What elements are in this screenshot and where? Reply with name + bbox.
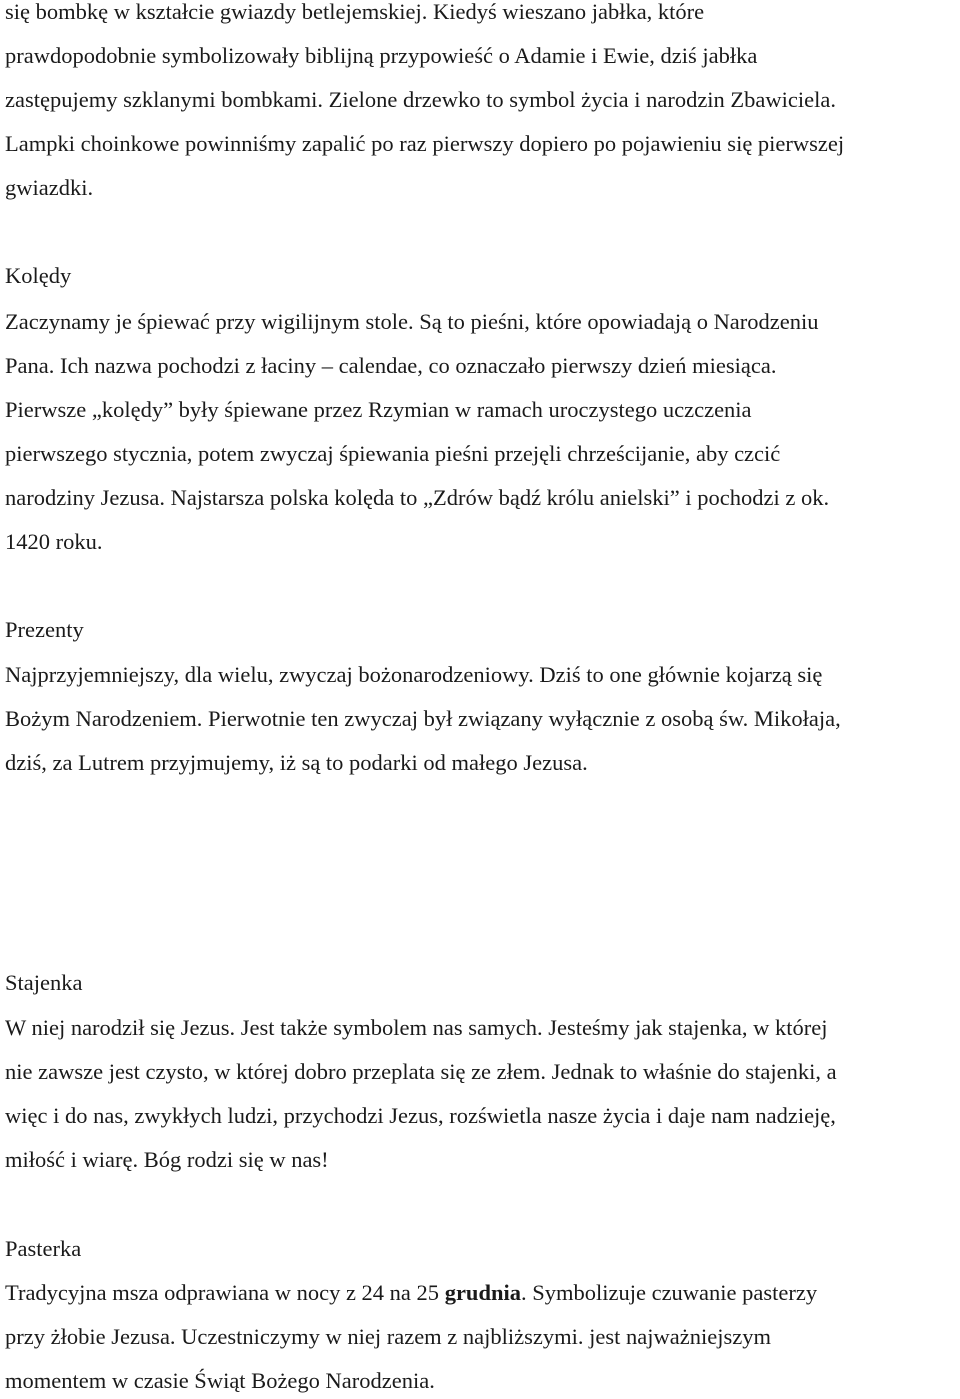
pasterka-line-3: momentem w czasie Świąt Bożego Narodzenia. <box>5 1368 435 1393</box>
pasterka-bold-word: grudnia <box>444 1280 521 1305</box>
koledy-line-4: pierwszego stycznia, potem zwyczaj śpiewania pieśni przejęli chrześcijanie, aby czcić <box>5 441 781 466</box>
prezenty-line-1: Najprzyjemniejszy, dla wielu, zwyczaj bożonarodzeniowy. Dziś to one głównie kojarzą się <box>5 662 823 687</box>
prezenty-line-2: Bożym Narodzeniem. Pierwotnie ten zwyczaj był związany wyłącznie z osobą św. Mikołaja, <box>5 706 841 731</box>
section-heading-pasterka: Pasterka <box>5 1236 82 1261</box>
pasterka-line-1-text: Tradycyjna msza odprawiana w nocy z 24 na 25 <box>5 1280 445 1305</box>
intro-line-4: Lampki choinkowe powinniśmy zapalić po raz pierwszy dopiero po pojawieniu się pierwszej <box>5 131 845 156</box>
stajenka-line-4: miłość i wiarę. Bóg rodzi się w nas! <box>5 1147 329 1172</box>
intro-line-1: się bombkę w kształcie gwiazdy betlejemskiej. Kiedyś wieszano jabłka, które <box>5 0 705 24</box>
intro-line-5: gwiazdki. <box>5 175 94 200</box>
intro-line-3: zastępujemy szklanymi bombkami. Zielone drzewko to symbol życia i narodzin Zbawiciela. <box>5 87 836 112</box>
stajenka-line-2: nie zawsze jest czysto, w której dobro przeplata się ze złem. Jednak to właśnie do stajenki, a <box>5 1059 837 1084</box>
koledy-line-6: 1420 roku. <box>5 529 103 554</box>
intro-line-2: prawdopodobnie symbolizowały biblijną przypowieść o Adamie i Ewie, dziś jabłka <box>5 43 758 68</box>
pasterka-line-1-rest: . Symbolizuje czuwanie pasterzy <box>520 1280 818 1305</box>
pasterka-line-1 <box>5 1278 817 1308</box>
pasterka-line-2: przy żłobie Jezusa. Uczestniczymy w niej razem z najbliższymi. jest najważniejszym <box>5 1324 771 1349</box>
koledy-line-2: Pana. Ich nazwa pochodzi z łaciny – calendae, co oznaczało pierwszy dzień miesiąca. <box>5 353 777 378</box>
section-heading-prezenty: Prezenty <box>5 617 84 642</box>
stajenka-line-3: więc i do nas, zwykłych ludzi, przychodzi Jezus, rozświetla nasze życia i daje nam nadzieję, <box>5 1103 836 1128</box>
koledy-line-5: narodziny Jezusa. Najstarsza polska kolęda to „Zdrów bądź królu anielski” i pochodzi z ok. <box>5 485 830 510</box>
prezenty-line-3: dziś, za Lutrem przyjmujemy, iż są to podarki od małego Jezusa. <box>5 750 588 775</box>
koledy-line-3: Pierwsze „kolędy” były śpiewane przez Rzymian w ramach uroczystego uczczenia <box>5 397 752 422</box>
stajenka-line-1: W niej narodził się Jezus. Jest także symbolem nas samych. Jesteśmy jak stajenka, w której <box>5 1015 828 1040</box>
section-heading-stajenka: Stajenka <box>5 970 83 995</box>
section-heading-koledy: Kolędy <box>5 263 72 288</box>
koledy-line-1: Zaczynamy je śpiewać przy wigilijnym stole. Są to pieśni, które opowiadają o Narodzeniu <box>5 309 819 334</box>
